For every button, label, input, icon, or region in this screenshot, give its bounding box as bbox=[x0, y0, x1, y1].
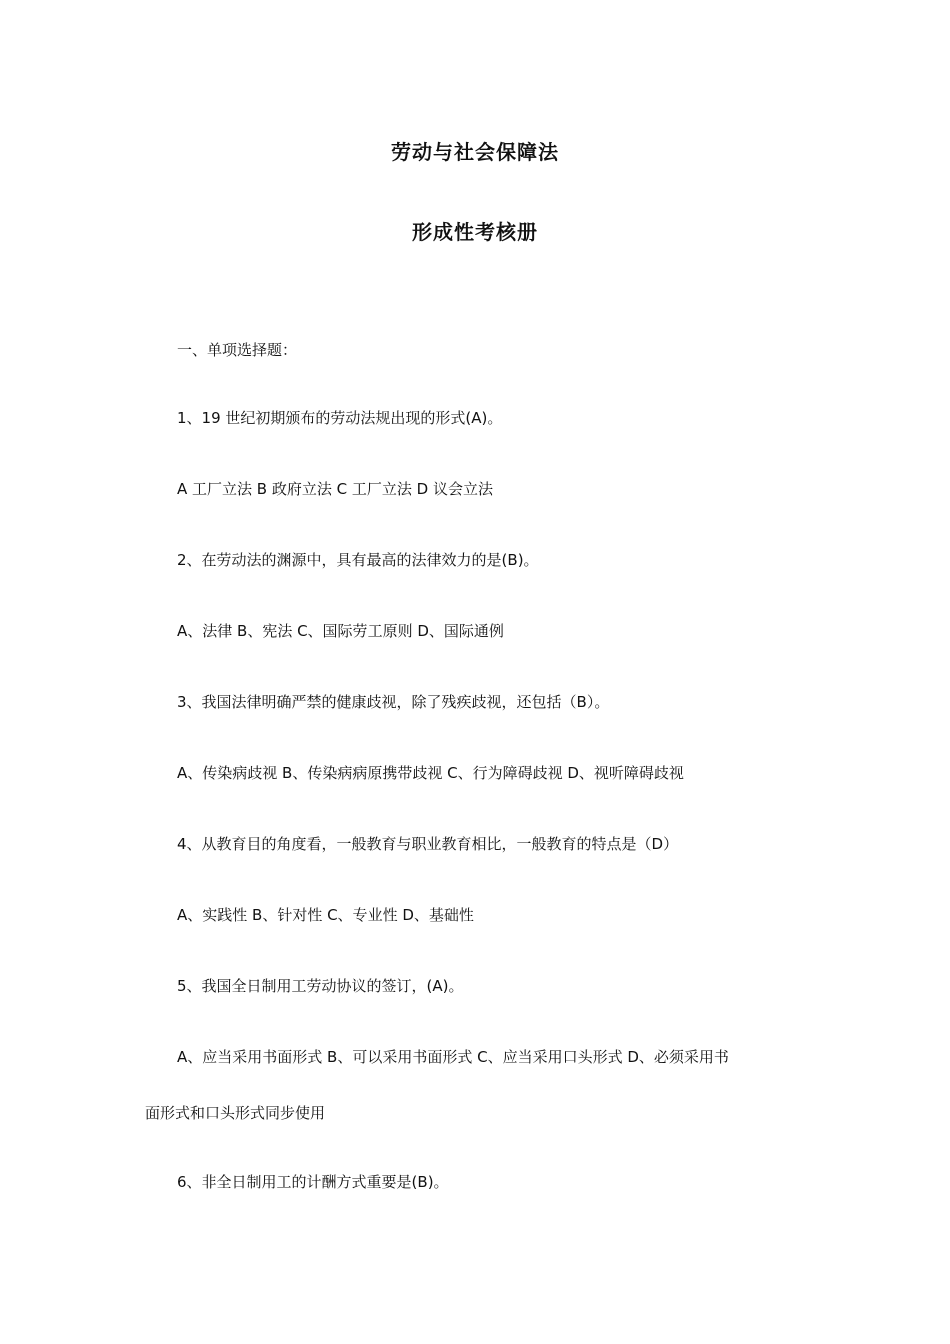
document-subtitle: 形成性考核册 bbox=[412, 220, 538, 244]
section-heading: 一、单项选择题： bbox=[177, 341, 298, 359]
question-3-stem: 3、我国法律明确严禁的健康歧视，除了残疾歧视，还包括（B）。 bbox=[177, 693, 610, 711]
question-6-stem: 6、非全日制用工的计酬方式重要是(B)。 bbox=[177, 1173, 449, 1191]
question-2-options: A、法律 B、宪法 C、国际劳工原则 D、国际通例 bbox=[177, 622, 504, 640]
document-title: 劳动与社会保障法 bbox=[391, 140, 559, 164]
question-5-stem: 5、我国全日制用工劳动协议的签订，(A)。 bbox=[177, 977, 464, 995]
question-3-options: A、传染病歧视 B、传染病病原携带歧视 C、行为障碍歧视 D、视听障碍歧视 bbox=[177, 764, 684, 782]
question-4-options: A、实践性 B、针对性 C、专业性 D、基础性 bbox=[177, 906, 474, 924]
question-5-options-continued: 面形式和口头形式同步使用 bbox=[145, 1104, 326, 1122]
question-1-stem: 1、19 世纪初期颁布的劳动法规出现的形式(A)。 bbox=[177, 409, 503, 427]
question-4-stem: 4、从教育目的角度看，一般教育与职业教育相比，一般教育的特点是（D） bbox=[177, 835, 679, 853]
question-1-options: A 工厂立法 B 政府立法 C 工厂立法 D 议会立法 bbox=[177, 480, 493, 498]
question-2-stem: 2、在劳动法的渊源中，具有最高的法律效力的是(B)。 bbox=[177, 551, 539, 569]
question-5-options: A、应当采用书面形式 B、可以采用书面形式 C、应当采用口头形式 D、必须采用书 bbox=[177, 1048, 729, 1066]
